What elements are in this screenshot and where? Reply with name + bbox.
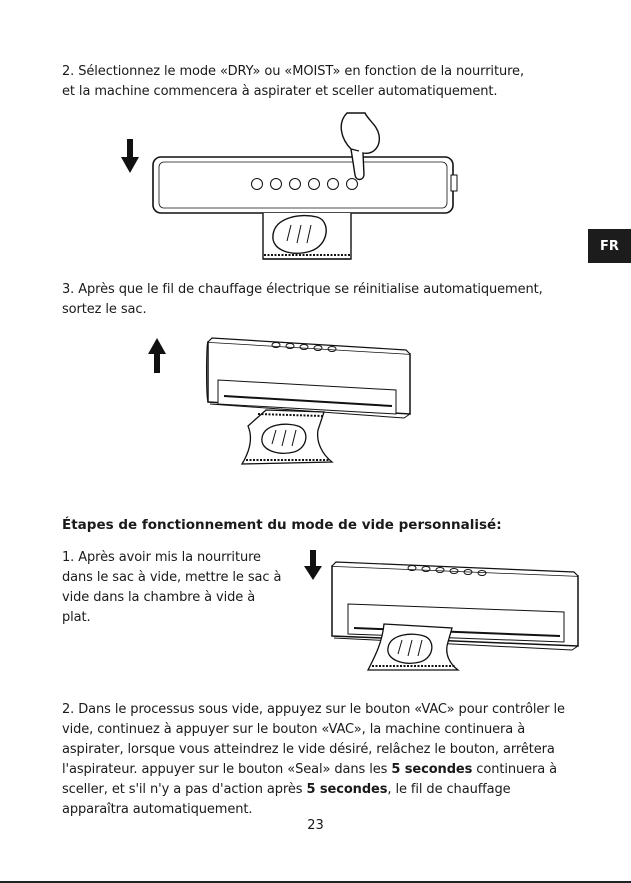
bold-duration: 5 secondes <box>306 782 388 797</box>
bag-icon <box>242 410 332 464</box>
illustration-press-button <box>115 105 465 265</box>
illustration-place-bag <box>302 546 587 676</box>
custom-step1-text: 1. Après avoir mis la nourriture dans le sac à vide, mettre le sac à vide dans la chambre à vide à plat. <box>62 550 282 625</box>
language-tab: FR <box>588 229 631 263</box>
bag-icon <box>263 213 351 259</box>
bold-duration: 5 secondes <box>391 762 473 777</box>
step3-text: 3. Après que le fil de chauffage électrique se réinitialise automatiquement, sortez le sac. <box>62 282 543 317</box>
down-arrow-icon <box>304 550 322 580</box>
step2-text: 2. Sélectionnez le mode «DRY» ou «MOIST» en fonction de la nourriture, et la machine commencera à aspirater et sceller automatiquement. <box>62 64 524 99</box>
illustration-remove-bag <box>146 330 426 480</box>
up-arrow-icon <box>148 338 166 373</box>
section-heading: Étapes de fonctionnement du mode de vide personnalisé: <box>62 517 502 533</box>
page-number: 23 <box>307 818 324 833</box>
down-arrow-icon <box>121 139 139 173</box>
custom-step2-text: 2. Dans le processus sous vide, appuyez sur le bouton «VAC» pour contrôler le vide, continuez à appuyer sur le bouton «VAC», la machine continuera à aspirater, lorsque vous atteindrez le vide désiré, relâchez le bouton, arrêtera l'aspirateur. appuyer sur le bouton «Seal» dans les 5 secondes continuera à sceller, et s'il n'y a pas d'action après 5 secondes, le fil de chauffage apparaîtra automatiquement. <box>62 702 565 817</box>
